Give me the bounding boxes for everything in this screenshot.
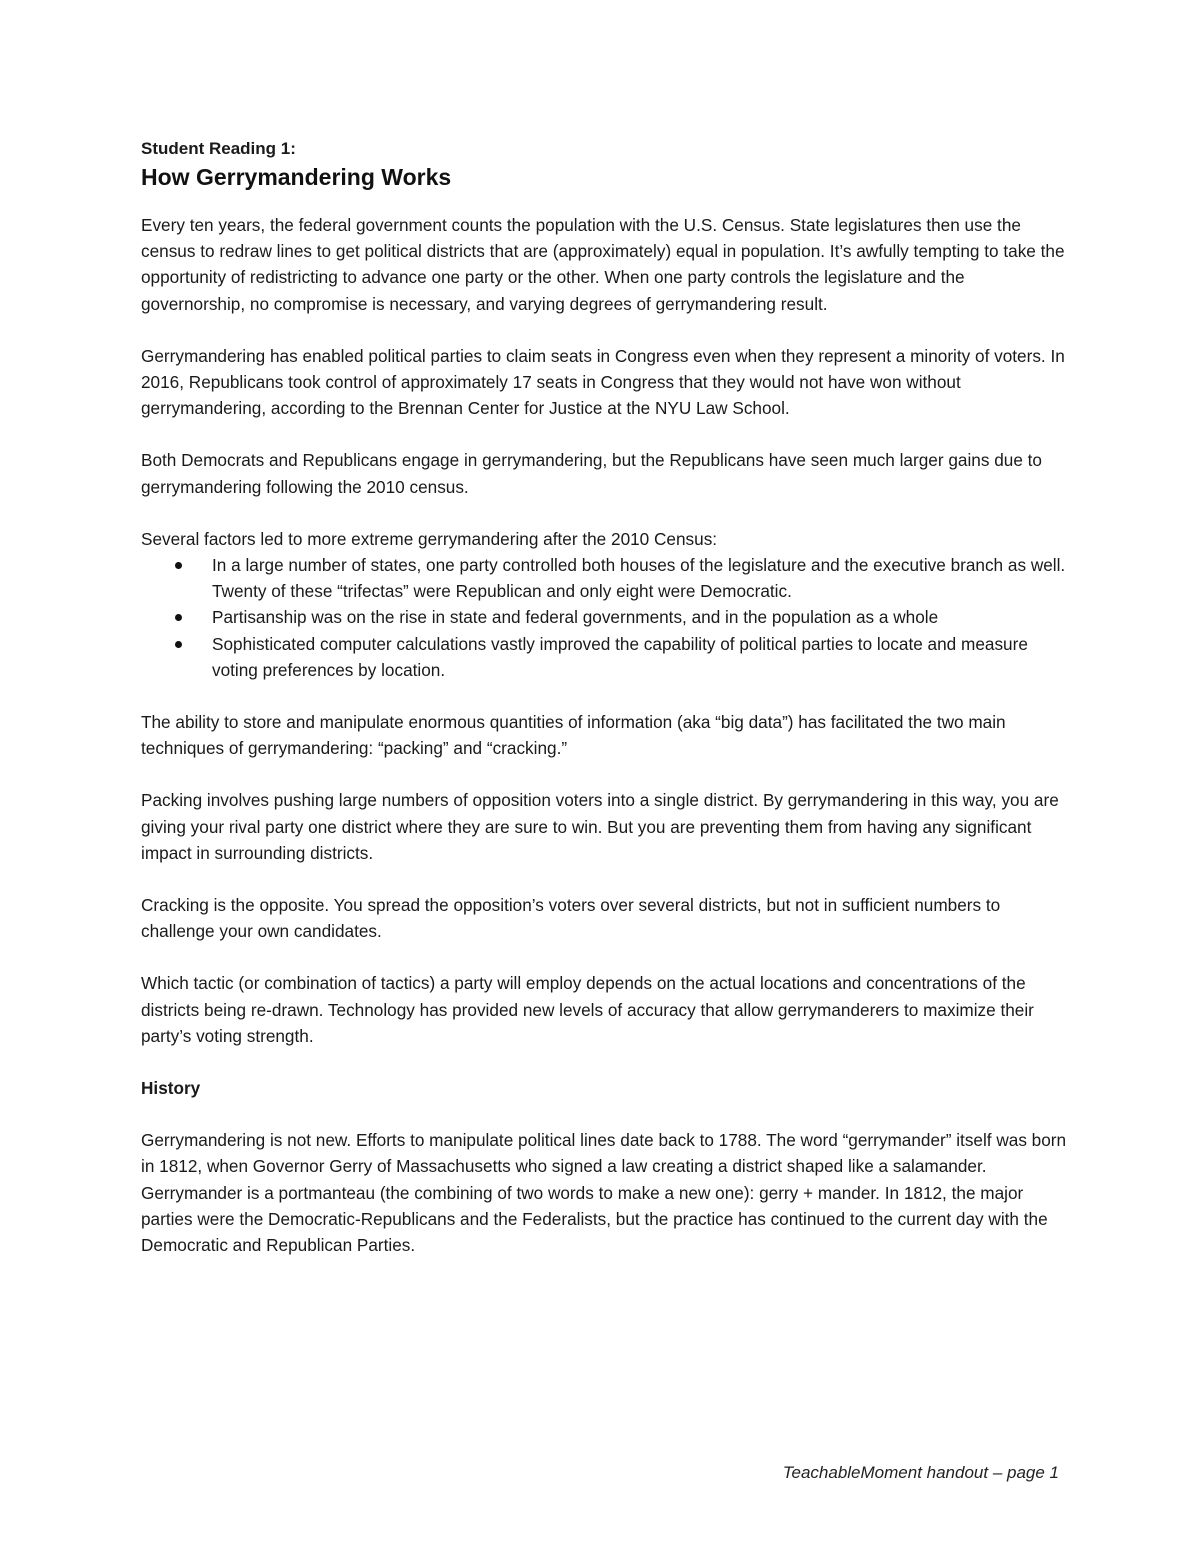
list-item (141, 604, 1071, 630)
spacer (141, 683, 1071, 709)
spacer (141, 317, 1071, 343)
paragraph-cracking: Cracking is the opposite. You spread the opposition’s voters over several districts, but not in sufficient numbers to challenge your own candidates. (141, 895, 1001, 942)
list-item-text: Sophisticated computer calculations vastly improved the capability of political parties to locate and measure voting preferences by location. (212, 633, 1028, 680)
paragraph-history: Gerrymandering is not new. Efforts to manipulate political lines date back to 1788. The word “gerrymander” itself was born in 1812, when Governor Gerry of Massachusetts who signed a law creating a district shaped like a salamander. Gerrymander is a portmanteau (the combining of two words to make a new one): gerry + mander. In 1812, the major parties were the Democratic-Republicans and the Federalists, but the practice has continued to the current day with the Democratic and Republican Parties. (141, 1130, 1067, 1256)
paragraph-both-parties: Both Democrats and Republicans engage in gerrymandering, but the Republicans have seen much larger gains due to gerrymandering following the 2010 census. (141, 450, 1042, 497)
paragraph-big-data: The ability to store and manipulate enormous quantities of information (aka “big data”) has facilitated the two main techniques of gerrymandering: “packing” and “cracking.” (141, 712, 1006, 759)
paragraph-packing: Packing involves pushing large numbers of opposition voters into a single district. By gerrymandering in this way, you are giving your rival party one district where they are sure to win. But you are preventing them from having any significant impact in surrounding districts. (141, 790, 1059, 863)
spacer (141, 192, 1071, 212)
document-title: How Gerrymandering Works (141, 164, 452, 190)
bullet-icon (175, 614, 182, 621)
spacer (141, 944, 1071, 970)
list-item (141, 631, 1071, 683)
spacer (141, 1049, 1071, 1075)
paragraph-census: Every ten years, the federal government counts the population with the U.S. Census. State legislatures then use the census to redraw lines to get political districts that are (approximately) equal in population. It’s awfully tempting to take the opportunity of redistricting to advance one party or the other. When one party controls the legislature and the governorship, no compromise is necessary, and varying degrees of gerrymandering result. (141, 215, 1065, 314)
document-page (141, 138, 1071, 1258)
bullet-icon (175, 641, 182, 648)
list-item (141, 552, 1071, 604)
list-item-text: In a large number of states, one party controlled both houses of the legislature and the executive branch as well. Twenty of these “trifectas” were Republican and only eight were Democratic. (212, 555, 1066, 602)
spacer (141, 866, 1071, 892)
paragraph-minority-seats: Gerrymandering has enabled political parties to claim seats in Congress even when they represent a minority of voters. In 2016, Republicans took control of approximately 17 seats in Congress that they would not have won without gerrymandering, according to the Brennan Center for Justice at the NYU Law School. (141, 345, 1065, 419)
paragraph-factors-intro: Several factors led to more extreme gerrymandering after the 2010 Census: (141, 528, 718, 549)
paragraph-tactics: Which tactic (or combination of tactics) a party will employ depends on the actual locations and concentrations of the districts being re-drawn. Technology has provided new levels of accuracy that allow gerrymanderers to maximize their party’s voting strength. (141, 973, 1034, 1046)
bullet-icon (175, 562, 182, 569)
document-kicker: Student Reading 1: (141, 139, 296, 158)
list-item-text: Partisanship was on the rise in state and federal governments, and in the population as a whole (212, 607, 939, 628)
spacer (141, 421, 1071, 447)
page-footer: TeachableMoment handout – page 1 (782, 1463, 1059, 1482)
spacer (141, 1101, 1071, 1127)
history-heading: History (141, 1078, 201, 1099)
spacer (141, 500, 1071, 526)
spacer (141, 761, 1071, 787)
factors-list (141, 552, 1071, 683)
